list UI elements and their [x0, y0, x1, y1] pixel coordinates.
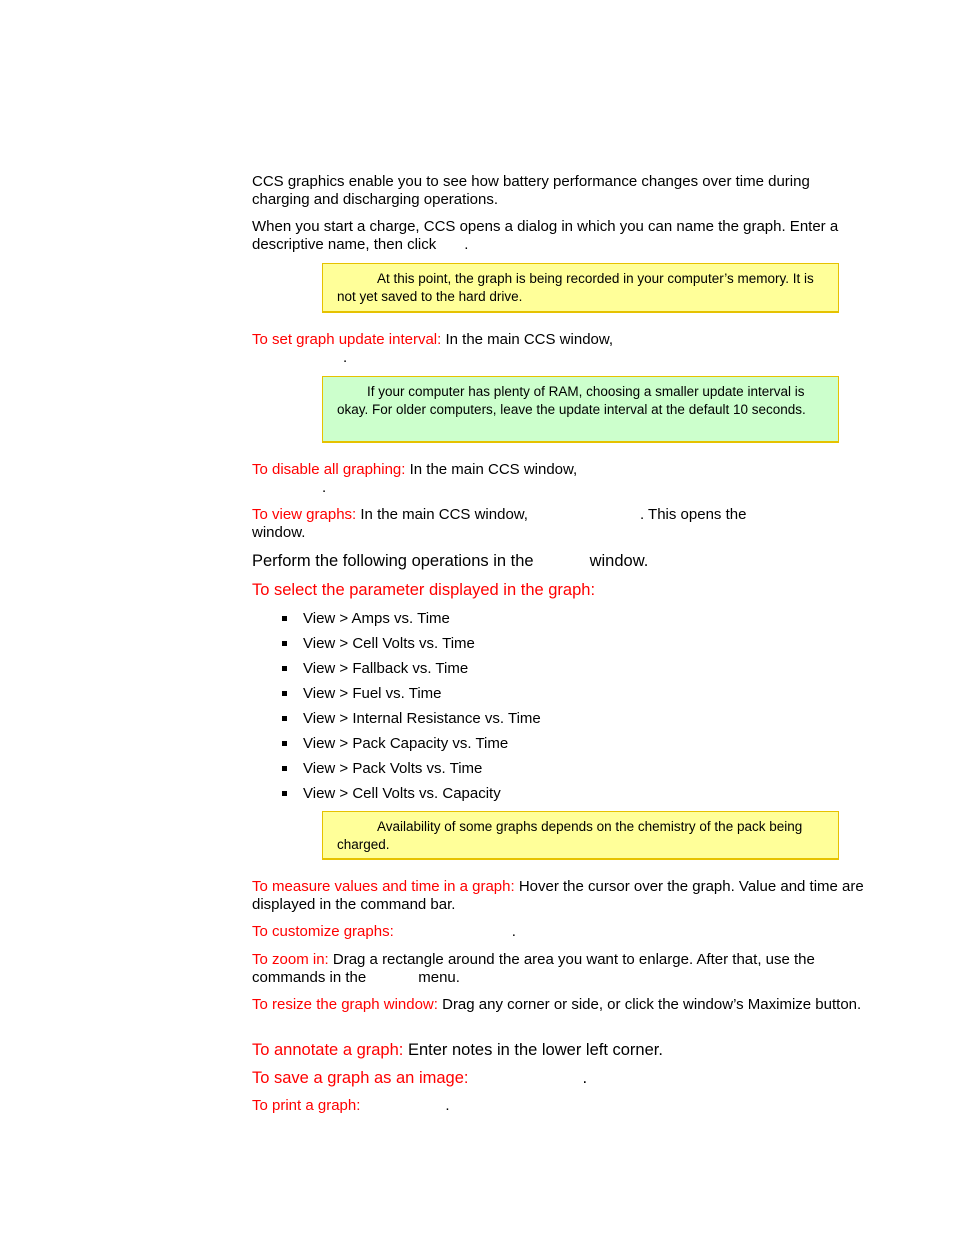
annotate-label: To annotate a graph:	[252, 1041, 404, 1059]
measure-label: To measure values and time in a graph:	[252, 878, 515, 895]
zoom-text: Drag a rectangle around the area you want to enlarge. After that, use the commands in the	[252, 951, 815, 986]
zoom-tail: menu.	[418, 969, 460, 986]
annotate-text: Enter notes in the lower left corner.	[407, 1041, 663, 1059]
select-parameter-heading	[252, 580, 867, 600]
note-ram	[322, 376, 839, 443]
print-label: To print a graph:	[252, 1097, 361, 1114]
view-tail: window.	[252, 524, 306, 541]
zoom-label: To zoom in:	[252, 951, 329, 968]
view-paragraph	[252, 506, 867, 542]
intro-text: CCS graphics enable you to see how battery performance changes over time during charging and discharging operations.	[252, 173, 810, 208]
save-image-paragraph	[252, 1068, 867, 1088]
print-paragraph	[252, 1097, 867, 1115]
view-text: In the main CCS window,	[360, 506, 528, 523]
update-interval-paragraph	[252, 331, 867, 367]
list-item: View > Pack Capacity vs. Time	[282, 731, 541, 756]
print-tail: .	[445, 1097, 450, 1114]
perform-text: Perform the following operations in the	[252, 552, 534, 570]
customize-paragraph	[252, 923, 867, 941]
list-item: View > Cell Volts vs. Capacity	[282, 781, 541, 806]
intro-paragraph-2	[252, 218, 867, 254]
update-interval-text: In the main CCS window,	[445, 331, 614, 348]
select-label: To select the parameter displayed in the graph:	[252, 581, 596, 599]
intro-paragraph-1	[252, 173, 867, 209]
disable-tail: .	[322, 479, 327, 496]
note-text: At this point, the graph is being recorded in your computer’s memory. It is not yet saved to the hard drive.	[337, 271, 814, 304]
list-item: View > Internal Resistance vs. Time	[282, 706, 541, 731]
perform-paragraph	[252, 551, 867, 571]
resize-text: Drag any corner or side, or click the window’s Maximize button.	[442, 996, 862, 1013]
graph-options-list	[282, 606, 541, 806]
intro-text: When you start a charge, CCS opens a dialog in which you can name the graph. Enter a descriptive name, then click	[252, 218, 839, 253]
update-interval-tail: .	[343, 349, 348, 366]
disable-text: In the main CCS window,	[409, 461, 578, 478]
list-item: View > Pack Volts vs. Time	[282, 756, 541, 781]
save-label: To save a graph as an image:	[252, 1069, 469, 1087]
measure-text: Hover the cursor over the graph. Value and time are displayed in the command bar.	[252, 878, 864, 913]
note-chemistry	[322, 811, 839, 860]
save-tail: .	[582, 1069, 588, 1087]
list-item: View > Amps vs. Time	[282, 606, 541, 631]
note-memory	[322, 263, 839, 313]
note-text: If your computer has plenty of RAM, choosing a smaller update interval is okay. For older computers, leave the update interval at the default 10 seconds.	[337, 384, 806, 417]
note-text: Availability of some graphs depends on the chemistry of the pack being charged.	[337, 819, 803, 852]
disable-paragraph	[252, 461, 867, 497]
list-item: View > Fallback vs. Time	[282, 656, 541, 681]
zoom-paragraph	[252, 951, 867, 987]
resize-paragraph	[252, 996, 867, 1014]
annotate-paragraph	[252, 1040, 867, 1060]
measure-paragraph	[252, 878, 867, 914]
perform-tail: window.	[589, 552, 649, 570]
update-interval-label: To set graph update interval:	[252, 331, 442, 348]
customize-label: To customize graphs:	[252, 923, 394, 940]
view-label: To view graphs:	[252, 506, 357, 523]
customize-tail: .	[511, 923, 516, 940]
view-text-2: . This opens the	[639, 506, 747, 523]
intro-tail: .	[464, 236, 469, 253]
list-item: View > Fuel vs. Time	[282, 681, 541, 706]
disable-label: To disable all graphing:	[252, 461, 406, 478]
list-item: View > Cell Volts vs. Time	[282, 631, 541, 656]
resize-label: To resize the graph window:	[252, 996, 438, 1013]
